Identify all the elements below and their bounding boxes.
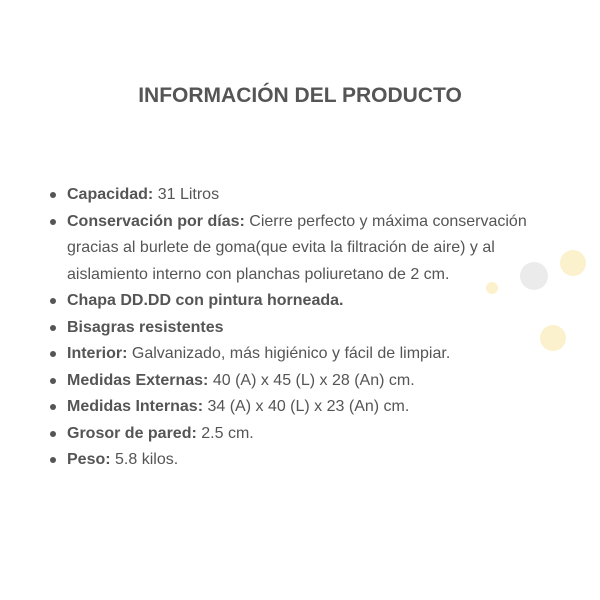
spec-item-interior [48, 341, 568, 368]
bullet-icon [50, 404, 56, 410]
spec-item-external-dimensions [48, 368, 568, 395]
spec-item-weight [48, 447, 568, 474]
spec-label: Interior: [67, 345, 128, 362]
spec-item-hinges [48, 315, 568, 342]
spec-value: 34 (A) x 40 (L) x 23 (An) cm. [203, 398, 410, 415]
spec-label: Medidas Internas: [67, 398, 204, 415]
spec-value: 2.5 cm. [196, 424, 254, 442]
bullet-icon [50, 325, 56, 331]
spec-value: Galvanizado, más higiénico y fácil de limpiar. [127, 345, 451, 362]
bullet-icon [50, 378, 56, 384]
spec-label: Capacidad: [67, 186, 154, 203]
spec-label: Grosor de pared: [67, 424, 197, 442]
spec-value: Cierre perfecto y máxima conservación gracias al burlete de goma(que evita la filtración de aire) y al aislamiento interno con planchas poliuretano de 2 cm. [67, 212, 527, 283]
spec-value: 40 (A) x 45 (L) x 28 (An) cm. [208, 371, 415, 389]
spec-value: 31 Litros [153, 186, 220, 203]
spec-label: Bisagras resistentes [67, 318, 224, 336]
spec-item-conservation [48, 209, 568, 289]
bullet-icon [50, 298, 56, 304]
spec-label: Medidas Externas: [67, 371, 209, 389]
bullet-icon [50, 192, 56, 198]
bullet-icon [50, 457, 56, 463]
bullet-icon [50, 351, 56, 357]
product-spec-list [48, 182, 568, 474]
bullet-icon [50, 431, 56, 437]
page-title: INFORMACIÓN DEL PRODUCTO [138, 84, 462, 107]
spec-item-capacity [48, 182, 568, 209]
spec-value: 5.8 kilos. [110, 451, 179, 468]
spec-label: Chapa DD.DD con pintura horneada. [67, 292, 344, 309]
spec-item-internal-dimensions [48, 394, 568, 421]
bullet-icon [50, 219, 56, 225]
spec-label: Peso: [67, 451, 111, 468]
spec-label: Conservación por días: [67, 212, 245, 230]
spec-item-sheet [48, 288, 568, 315]
spec-item-wall-thickness [48, 421, 568, 448]
